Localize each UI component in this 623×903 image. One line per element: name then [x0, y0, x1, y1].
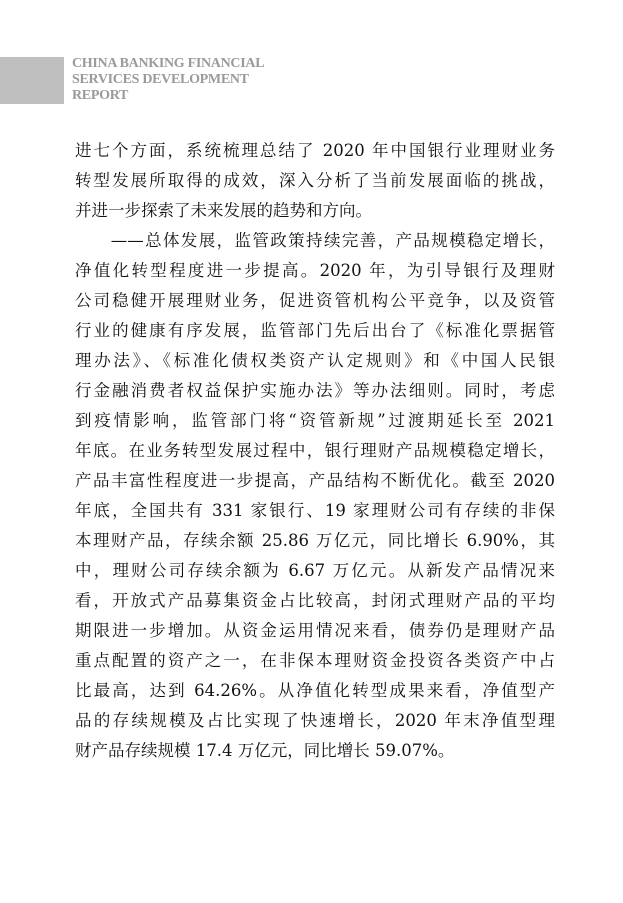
text-line: 年底。在业务转型发展过程中，银行理财产品规模稳定增长，: [75, 441, 555, 460]
running-head: [72, 56, 372, 104]
text-line: ——总体发展，监管政策持续完善，产品规模稳定增长，: [75, 231, 555, 250]
text-line: 理办法》、《标准化债权类资产认定规则》和《中国人民银: [75, 351, 555, 370]
running-head-line-1: CHINA BANKING FINANCIAL: [72, 56, 265, 71]
running-head-line-2: SERVICES DEVELOPMENT: [72, 72, 249, 87]
text-line: 净值化转型程度进一步提高。2020 年，为引导银行及理财: [75, 261, 555, 280]
text-line: 进七个方面，系统梳理总结了 2020 年中国银行业理财业务: [75, 141, 555, 160]
text-line: 并进一步探索了未来发展的趋势和方向。: [75, 201, 372, 220]
running-head-line-3: REPORT: [72, 88, 129, 103]
text-line: 重点配置的资产之一，在非保本理财资金投资各类资产中占: [75, 651, 555, 670]
text-line: 品的存续规模及占比实现了快速增长，2020 年末净值型理: [75, 711, 555, 730]
text-line: 产品丰富性程度进一步提高，产品结构不断优化。截至 2020: [75, 471, 555, 490]
text-line: 比最高，达到 64.26%。从净值化转型成果来看，净值型产: [75, 681, 555, 700]
text-line: 本理财产品，存续余额 25.86 万亿元，同比增长 6.90%，其: [75, 531, 555, 550]
text-line: 年底，全国共有 331 家银行、19 家理财公司有存续的非保: [75, 501, 555, 520]
body-text: [75, 136, 555, 766]
text-line: 期限进一步增加。从资金运用情况来看，债券仍是理财产品: [75, 621, 555, 640]
text-line: 公司稳健开展理财业务，促进资管机构公平竞争，以及资管: [75, 291, 555, 310]
text-line: 看，开放式产品募集资金占比较高，封闭式理财产品的平均: [75, 591, 555, 610]
header-gray-block: [0, 57, 64, 104]
text-line: 转型发展所取得的成效，深入分析了当前发展面临的挑战，: [75, 171, 555, 190]
text-line: 到疫情影响，监管部门将“资管新规”过渡期延长至 2021: [75, 411, 555, 430]
text-line: 中，理财公司存续余额为 6.67 万亿元。从新发产品情况来: [75, 561, 555, 580]
text-line: 财产品存续规模 17.4 万亿元，同比增长 59.07%。: [75, 741, 455, 760]
text-line: 行业的健康有序发展，监管部门先后出台了《标准化票据管: [75, 321, 555, 340]
text-line: 行金融消费者权益保护实施办法》等办法细则。同时，考虑: [75, 381, 555, 400]
